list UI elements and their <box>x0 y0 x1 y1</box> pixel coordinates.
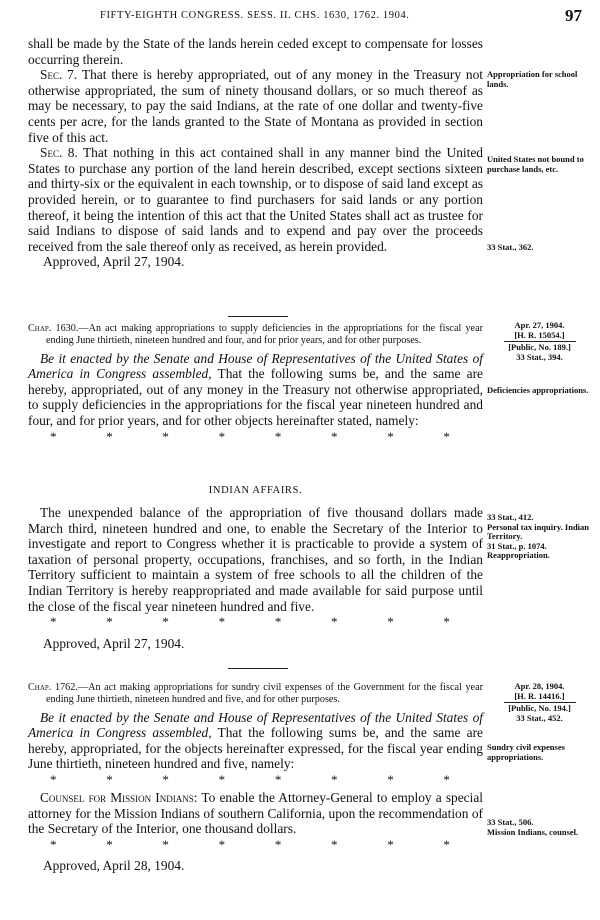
star: * <box>50 614 57 630</box>
star: * <box>50 836 57 852</box>
chap1630-title-text: —An act making appropriations to supply deficiencies in the appropriations for the fiscal year ending June thirtieth, nineteen hundred and four, and for prior years, and for other purposes. <box>46 323 483 346</box>
approved-date-2: Approved, April 27, 1904. <box>43 636 185 652</box>
star: * <box>106 428 113 444</box>
chap1762-enacting-clause: Be it enacted by the Senate and House of Representatives of the United States of America in Congress assembled, <box>28 709 483 741</box>
ellipsis-stars-2 <box>50 614 450 630</box>
star: * <box>218 836 226 852</box>
chapter-1630 <box>28 323 483 445</box>
star: * <box>274 614 282 630</box>
page-number: 97 <box>565 6 582 25</box>
chap1630-label: Chap. 1630. <box>28 323 79 334</box>
star: * <box>331 428 338 444</box>
chap1762-bill: [H. R. 14416.] <box>514 690 565 701</box>
star: * <box>274 836 282 852</box>
chap1762-margin-note: Sundry civil expenses appropriations. <box>487 742 565 762</box>
indian-affairs-ref: 31 Stat., p. 1074. <box>487 540 547 551</box>
star: * <box>106 614 113 630</box>
margin-note-sec7: Appropriation for school lands. <box>487 69 578 89</box>
ellipsis-stars-3 <box>50 772 450 788</box>
star: * <box>331 771 338 787</box>
star: * <box>443 836 450 852</box>
indian-affairs-heading: INDIAN AFFAIRS. <box>208 485 303 496</box>
chap1630-margin-note: Deficiencies appropriations. <box>487 385 589 395</box>
section7 <box>28 67 483 145</box>
chap1762-enacting <box>28 710 483 772</box>
star: * <box>387 771 394 787</box>
chap1762-public: [Public, No. 194.] <box>508 703 571 714</box>
star: * <box>106 771 113 787</box>
star: * <box>387 614 394 630</box>
sections-block <box>28 36 483 270</box>
chap1762-title-text: —An act making appropriations for sundry civil expenses of the Government for the fiscal year ending June thirtieth, nineteen hundred and five, and for other purposes. <box>46 682 483 705</box>
chap1762-stat: 33 Stat., 452. <box>516 712 563 723</box>
ellipsis-stars-1 <box>50 429 450 445</box>
mission-subject: Mission Indians, counsel. <box>487 826 579 837</box>
chap1762-sidenote <box>487 682 592 723</box>
star: * <box>331 836 338 852</box>
divider-1 <box>228 316 288 317</box>
section8-text: That nothing in this act contained shall in any manner bind the United States to purchase any portion of the land herein described, except sections sixteen and thirty-six or the equivalent in each township, or to dispose of said land except as provided herein, or to guarantee to find purchasers for said lands or any portion thereof, it being the intention of this act that the United States shall act as trustee for said Indians to dispose of said lands and to expend and pay over the proceeds received from the sale thereof only as received, as herein provided. <box>28 145 484 254</box>
section7-label: Sec. 7. <box>40 67 78 83</box>
chap1762-label: Chap. 1762. <box>28 682 78 693</box>
page-header <box>0 6 600 26</box>
chap1630-title <box>28 323 483 347</box>
section8-label: Sec. 8. <box>40 145 78 161</box>
indian-affairs-stat: 33 Stat., 412. <box>487 512 534 522</box>
star: * <box>162 836 169 852</box>
star: * <box>387 836 394 852</box>
star: * <box>443 428 450 444</box>
star: * <box>218 614 226 630</box>
star: * <box>50 428 57 444</box>
mission-indians-paragraph <box>28 790 483 837</box>
approved-date-3: Approved, April 28, 1904. <box>43 857 185 873</box>
divider-2 <box>228 668 288 669</box>
running-head: FIFTY-EIGHTH CONGRESS. SESS. II. CHS. 1630, 1762. 1904. <box>100 10 410 21</box>
chap1630-stat: 33 Stat., 394. <box>516 351 563 362</box>
star: * <box>274 428 282 444</box>
star: * <box>162 771 169 787</box>
star: * <box>50 771 57 787</box>
chap1630-public: [Public, No. 189.] <box>508 342 571 353</box>
star: * <box>443 771 450 787</box>
star: * <box>162 428 169 444</box>
star: * <box>218 428 226 444</box>
star: * <box>274 771 282 787</box>
section8 <box>28 145 483 254</box>
ellipsis-stars-4 <box>50 837 450 853</box>
mission-indians-label: Counsel for Mission Indians: <box>40 789 198 805</box>
chap1630-sidenote <box>487 321 592 362</box>
section6-tail: shall be made by the State of the lands herein ceded except to compensate for losses occurring therein. <box>28 36 483 67</box>
mission-stat: 33 Stat., 506. <box>487 817 534 827</box>
margin-note-sec8: United States not bound to purchase lands, etc. <box>487 154 584 174</box>
chap1630-date: Apr. 27, 1904. <box>514 320 565 330</box>
indian-affairs-block <box>28 485 483 652</box>
chap1762-enacting-rest: That the following sums be, and the same are hereby, appropriated, for the objects hereinafter expressed, for the fiscal year ending June thirtieth, nineteen hundred and five, namely: <box>28 725 484 772</box>
star: * <box>162 614 169 630</box>
mission-notes <box>487 818 592 837</box>
chapter-1762 <box>28 682 483 874</box>
star: * <box>443 614 450 630</box>
chap1762-title <box>28 682 483 706</box>
star: * <box>106 836 113 852</box>
star: * <box>331 614 338 630</box>
indian-affairs-subject: Personal tax inquiry. Indian Territory. <box>487 521 590 542</box>
mission-indians-text: To enable the Attorney-General to employ a special attorney for the Mission Indians of southern California, upon the recommendation of the Secretary of the Interior, one thousand dollars. <box>28 789 484 837</box>
chap1630-enacting <box>28 351 483 429</box>
margin-note-sec8-stat: 33 Stat., 362. <box>487 242 534 252</box>
chap1630-enacting-clause: Be it enacted by the Senate and House of Representatives of the United States of America in Congress assembled, <box>28 350 483 382</box>
chap1762-date: Apr. 28, 1904. <box>514 681 565 691</box>
approved-date-1: Approved, April 27, 1904. <box>43 254 185 270</box>
indian-affairs-reapprop: Reappropriation. <box>487 550 550 561</box>
section7-text: That there is hereby appropriated, out of any money in the Treasury not otherwise appropriated, the sum of ninety thousand dollars, or so much thereof as may be necessary, to pay the said Indians, at the rate of one dollar and twenty-five cents per acre, for the lands granted to the State of Montana as provided in section five of this act. <box>28 67 484 145</box>
chap1630-bill: [H. R. 15054.] <box>514 329 565 340</box>
star: * <box>218 771 226 787</box>
star: * <box>387 428 394 444</box>
indian-affairs-text: The unexpended balance of the appropriation of five thousand dollars made March third, nineteen hundred and one, to enable the Secretary of the Interior to investigate and report to Congress whether it is practicable to provide a system of taxation of personal property, occupations, franchises, and so forth, in the Indian Territory sufficient to maintain a system of free schools to all the children of the Indian Territory is hereby reappropriated and made available for said purpose until the close of the fiscal year nineteen hundred and five. <box>28 505 483 614</box>
indian-affairs-notes <box>487 513 592 561</box>
chap1630-enacting-rest: That the following sums be, and the same are hereby, appropriated, out of any money in the Treasury not otherwise appropriated, to supply deficiencies in the appropriations for the fiscal year nineteen hundred and four, and for prior years, and for other objects hereinafter stated, namely: <box>28 366 484 428</box>
